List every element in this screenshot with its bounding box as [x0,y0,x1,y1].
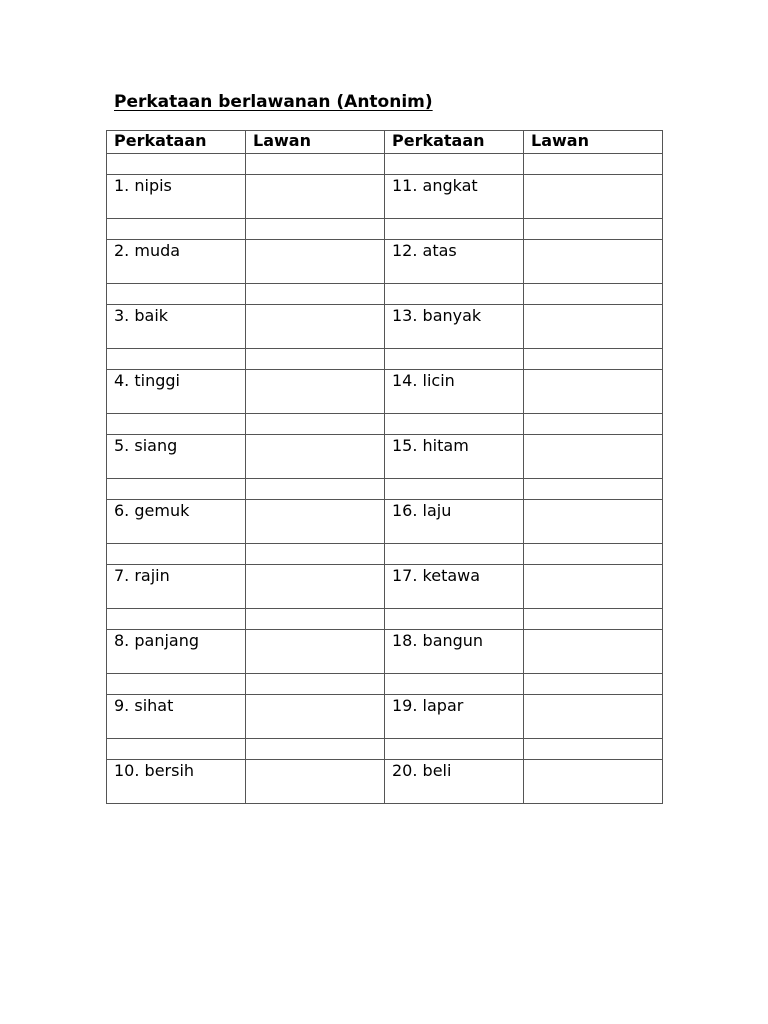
spacer-cell [524,349,663,370]
antonym-answer-cell-left[interactable] [246,630,385,674]
spacer-cell [107,349,246,370]
spacer-cell [524,284,663,305]
spacer-row [107,284,663,305]
antonym-answer-cell-right[interactable] [524,240,663,284]
table-row [107,630,663,674]
spacer-row [107,739,663,760]
table-row [107,175,663,219]
header-word-left: Perkataan [107,131,246,154]
spacer-cell [524,154,663,175]
table-row [107,565,663,609]
spacer-cell [385,219,524,240]
antonym-answer-cell-right[interactable] [524,630,663,674]
page-title: Perkataan berlawanan (Antonim) [114,92,433,112]
word-cell-left: 4. tinggi [107,370,246,414]
table-header-row [107,131,663,154]
table-row [107,435,663,479]
spacer-cell [246,219,385,240]
antonym-answer-cell-left[interactable] [246,175,385,219]
word-cell-right: 15. hitam [385,435,524,479]
spacer-cell [385,609,524,630]
table-row [107,305,663,349]
spacer-cell [107,284,246,305]
antonym-answer-cell-right[interactable] [524,435,663,479]
antonym-answer-cell-right[interactable] [524,695,663,739]
antonym-answer-cell-left[interactable] [246,305,385,349]
spacer-cell [385,544,524,565]
word-cell-right: 12. atas [385,240,524,284]
spacer-row [107,154,663,175]
spacer-cell [385,154,524,175]
word-cell-right: 13. banyak [385,305,524,349]
spacer-cell [385,674,524,695]
word-cell-left: 3. baik [107,305,246,349]
header-word-right: Perkataan [385,131,524,154]
word-cell-right: 19. lapar [385,695,524,739]
word-cell-left: 7. rajin [107,565,246,609]
antonym-answer-cell-left[interactable] [246,370,385,414]
table-row [107,370,663,414]
word-cell-left: 1. nipis [107,175,246,219]
spacer-cell [246,349,385,370]
spacer-cell [524,739,663,760]
spacer-cell [107,414,246,435]
word-cell-left: 5. siang [107,435,246,479]
spacer-row [107,414,663,435]
header-antonym-right: Lawan [524,131,663,154]
word-cell-right: 14. licin [385,370,524,414]
spacer-cell [107,154,246,175]
spacer-cell [524,219,663,240]
spacer-cell [524,674,663,695]
table-row [107,240,663,284]
spacer-cell [246,609,385,630]
antonym-answer-cell-left[interactable] [246,240,385,284]
spacer-row [107,349,663,370]
spacer-cell [107,609,246,630]
spacer-cell [246,284,385,305]
antonym-answer-cell-left[interactable] [246,565,385,609]
spacer-row [107,544,663,565]
spacer-cell [107,219,246,240]
antonym-answer-cell-left[interactable] [246,500,385,544]
antonym-answer-cell-right[interactable] [524,305,663,349]
spacer-row [107,479,663,500]
spacer-cell [246,414,385,435]
word-cell-left: 9. sihat [107,695,246,739]
word-cell-left: 2. muda [107,240,246,284]
antonym-answer-cell-right[interactable] [524,370,663,414]
word-cell-right: 17. ketawa [385,565,524,609]
antonym-answer-cell-right[interactable] [524,760,663,804]
antonym-answer-cell-left[interactable] [246,760,385,804]
word-cell-left: 6. gemuk [107,500,246,544]
table-row [107,500,663,544]
spacer-cell [385,739,524,760]
spacer-row [107,609,663,630]
spacer-cell [524,479,663,500]
spacer-cell [246,674,385,695]
spacer-cell [107,674,246,695]
word-cell-right: 11. angkat [385,175,524,219]
table-row [107,695,663,739]
antonym-answer-cell-right[interactable] [524,175,663,219]
table-body [107,154,663,804]
table-row [107,760,663,804]
spacer-row [107,674,663,695]
word-cell-right: 16. laju [385,500,524,544]
spacer-cell [524,544,663,565]
antonym-answer-cell-left[interactable] [246,695,385,739]
word-cell-left: 8. panjang [107,630,246,674]
header-antonym-left: Lawan [246,131,385,154]
spacer-cell [524,609,663,630]
spacer-cell [107,739,246,760]
spacer-cell [385,414,524,435]
word-cell-right: 18. bangun [385,630,524,674]
spacer-cell [524,414,663,435]
spacer-cell [385,479,524,500]
spacer-row [107,219,663,240]
spacer-cell [385,284,524,305]
antonym-table [106,130,663,804]
spacer-cell [107,479,246,500]
antonym-answer-cell-left[interactable] [246,435,385,479]
spacer-cell [246,154,385,175]
spacer-cell [385,349,524,370]
spacer-cell [246,739,385,760]
spacer-cell [107,544,246,565]
antonym-answer-cell-right[interactable] [524,500,663,544]
word-cell-left: 10. bersih [107,760,246,804]
spacer-cell [246,544,385,565]
word-cell-right: 20. beli [385,760,524,804]
spacer-cell [246,479,385,500]
antonym-answer-cell-right[interactable] [524,565,663,609]
